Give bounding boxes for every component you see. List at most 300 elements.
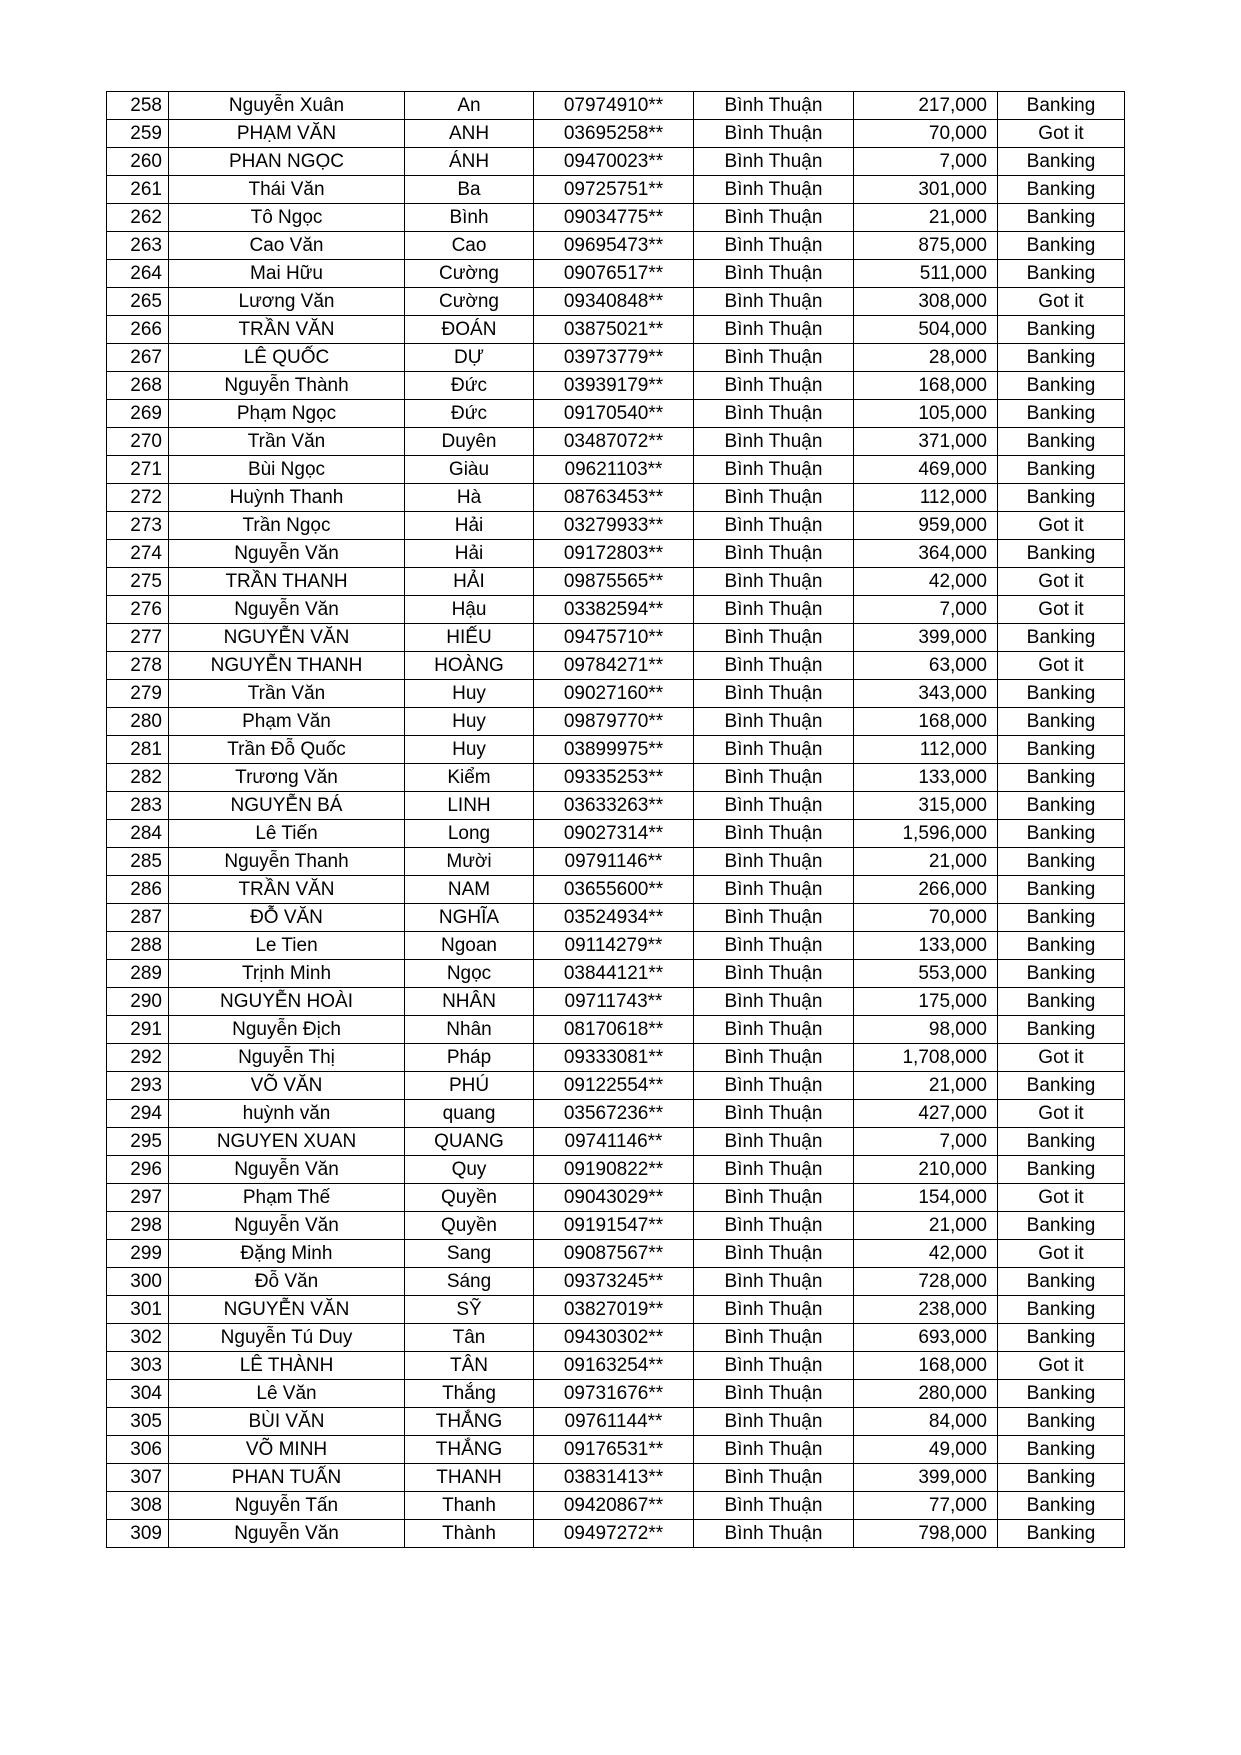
payment-method-cell: Banking	[998, 400, 1125, 428]
province-cell: Bình Thuận	[694, 372, 854, 400]
row-number-cell: 258	[107, 92, 169, 120]
first-name-cell: Sang	[405, 1240, 534, 1268]
last-name-cell: huỳnh văn	[169, 1100, 405, 1128]
last-name-cell: Trần Văn	[169, 428, 405, 456]
row-number-cell: 270	[107, 428, 169, 456]
row-number-cell: 284	[107, 820, 169, 848]
phone-cell: 09731676**	[534, 1380, 694, 1408]
last-name-cell: Nguyễn Văn	[169, 596, 405, 624]
payment-method-cell: Got it	[998, 1044, 1125, 1072]
last-name-cell: NGUYỄN VĂN	[169, 624, 405, 652]
last-name-cell: VÕ MINH	[169, 1436, 405, 1464]
table-row	[107, 1128, 1125, 1156]
last-name-cell: NGUYEN XUAN	[169, 1128, 405, 1156]
province-cell: Bình Thuận	[694, 736, 854, 764]
amount-cell: 728,000	[854, 1268, 998, 1296]
province-cell: Bình Thuận	[694, 988, 854, 1016]
payment-method-cell: Got it	[998, 1240, 1125, 1268]
payment-method-cell: Banking	[998, 1212, 1125, 1240]
province-cell: Bình Thuận	[694, 1184, 854, 1212]
table-row	[107, 876, 1125, 904]
first-name-cell: Thành	[405, 1520, 534, 1548]
row-number-cell: 293	[107, 1072, 169, 1100]
row-number-cell: 291	[107, 1016, 169, 1044]
amount-cell: 959,000	[854, 512, 998, 540]
province-cell: Bình Thuận	[694, 1128, 854, 1156]
phone-cell: 03524934**	[534, 904, 694, 932]
first-name-cell: HẢI	[405, 568, 534, 596]
first-name-cell: PHÚ	[405, 1072, 534, 1100]
amount-cell: 7,000	[854, 148, 998, 176]
row-number-cell: 276	[107, 596, 169, 624]
first-name-cell: Kiểm	[405, 764, 534, 792]
phone-cell: 09176531**	[534, 1436, 694, 1464]
row-number-cell: 268	[107, 372, 169, 400]
phone-cell: 08763453**	[534, 484, 694, 512]
payment-method-cell: Got it	[998, 1352, 1125, 1380]
last-name-cell: NGUYỄN BÁ	[169, 792, 405, 820]
table-row	[107, 1268, 1125, 1296]
phone-cell: 03655600**	[534, 876, 694, 904]
last-name-cell: Phạm Văn	[169, 708, 405, 736]
phone-cell: 03844121**	[534, 960, 694, 988]
table-row	[107, 120, 1125, 148]
last-name-cell: Trần Đỗ Quốc	[169, 736, 405, 764]
last-name-cell: Lê Tiến	[169, 820, 405, 848]
phone-cell: 09076517**	[534, 260, 694, 288]
province-cell: Bình Thuận	[694, 904, 854, 932]
table-row	[107, 428, 1125, 456]
phone-cell: 03695258**	[534, 120, 694, 148]
first-name-cell: Ngọc	[405, 960, 534, 988]
last-name-cell: PHẠM VĂN	[169, 120, 405, 148]
province-cell: Bình Thuận	[694, 1072, 854, 1100]
table-row	[107, 960, 1125, 988]
first-name-cell: Ngoan	[405, 932, 534, 960]
row-number-cell: 259	[107, 120, 169, 148]
province-cell: Bình Thuận	[694, 344, 854, 372]
payment-method-cell: Banking	[998, 148, 1125, 176]
phone-cell: 09695473**	[534, 232, 694, 260]
first-name-cell: Huy	[405, 708, 534, 736]
amount-cell: 168,000	[854, 708, 998, 736]
payment-method-cell: Banking	[998, 1128, 1125, 1156]
row-number-cell: 292	[107, 1044, 169, 1072]
last-name-cell: NGUYỄN HOÀI	[169, 988, 405, 1016]
payment-method-cell: Banking	[998, 680, 1125, 708]
first-name-cell: THẮNG	[405, 1408, 534, 1436]
last-name-cell: NGUYỄN VĂN	[169, 1296, 405, 1324]
phone-cell: 09027314**	[534, 820, 694, 848]
table-row	[107, 344, 1125, 372]
table-row	[107, 1240, 1125, 1268]
amount-cell: 217,000	[854, 92, 998, 120]
amount-cell: 693,000	[854, 1324, 998, 1352]
table-row	[107, 1492, 1125, 1520]
first-name-cell: Hậu	[405, 596, 534, 624]
province-cell: Bình Thuận	[694, 960, 854, 988]
payment-method-cell: Banking	[998, 1016, 1125, 1044]
first-name-cell: THANH	[405, 1464, 534, 1492]
amount-cell: 49,000	[854, 1436, 998, 1464]
amount-cell: 21,000	[854, 848, 998, 876]
amount-cell: 308,000	[854, 288, 998, 316]
province-cell: Bình Thuận	[694, 428, 854, 456]
last-name-cell: Nguyễn Thị	[169, 1044, 405, 1072]
province-cell: Bình Thuận	[694, 260, 854, 288]
payment-method-cell: Banking	[998, 232, 1125, 260]
table-row	[107, 1436, 1125, 1464]
province-cell: Bình Thuận	[694, 1352, 854, 1380]
table-row	[107, 456, 1125, 484]
phone-cell: 03939179**	[534, 372, 694, 400]
phone-cell: 07974910**	[534, 92, 694, 120]
row-number-cell: 264	[107, 260, 169, 288]
row-number-cell: 272	[107, 484, 169, 512]
first-name-cell: QUANG	[405, 1128, 534, 1156]
table-row	[107, 1408, 1125, 1436]
amount-cell: 84,000	[854, 1408, 998, 1436]
amount-cell: 168,000	[854, 1352, 998, 1380]
province-cell: Bình Thuận	[694, 92, 854, 120]
payment-method-cell: Banking	[998, 372, 1125, 400]
phone-cell: 09621103**	[534, 456, 694, 484]
row-number-cell: 298	[107, 1212, 169, 1240]
phone-cell: 03875021**	[534, 316, 694, 344]
first-name-cell: SỸ	[405, 1296, 534, 1324]
table-row	[107, 596, 1125, 624]
province-cell: Bình Thuận	[694, 484, 854, 512]
table-row	[107, 1044, 1125, 1072]
first-name-cell: ÁNH	[405, 148, 534, 176]
row-number-cell: 266	[107, 316, 169, 344]
payment-method-cell: Got it	[998, 288, 1125, 316]
phone-cell: 03567236**	[534, 1100, 694, 1128]
phone-cell: 09340848**	[534, 288, 694, 316]
amount-cell: 343,000	[854, 680, 998, 708]
amount-cell: 175,000	[854, 988, 998, 1016]
payment-method-cell: Banking	[998, 1324, 1125, 1352]
table-row	[107, 148, 1125, 176]
row-number-cell: 303	[107, 1352, 169, 1380]
phone-cell: 03487072**	[534, 428, 694, 456]
province-cell: Bình Thuận	[694, 568, 854, 596]
last-name-cell: Nguyễn Văn	[169, 1212, 405, 1240]
row-number-cell: 290	[107, 988, 169, 1016]
row-number-cell: 280	[107, 708, 169, 736]
province-cell: Bình Thuận	[694, 1240, 854, 1268]
phone-cell: 09741146**	[534, 1128, 694, 1156]
row-number-cell: 281	[107, 736, 169, 764]
row-number-cell: 289	[107, 960, 169, 988]
province-cell: Bình Thuận	[694, 1464, 854, 1492]
amount-cell: 798,000	[854, 1520, 998, 1548]
table-row	[107, 232, 1125, 260]
payment-method-cell: Banking	[998, 1268, 1125, 1296]
last-name-cell: BÙI VĂN	[169, 1408, 405, 1436]
payment-method-cell: Banking	[998, 876, 1125, 904]
last-name-cell: Bùi Ngọc	[169, 456, 405, 484]
phone-cell: 09761144**	[534, 1408, 694, 1436]
amount-cell: 70,000	[854, 904, 998, 932]
first-name-cell: Mười	[405, 848, 534, 876]
province-cell: Bình Thuận	[694, 540, 854, 568]
province-cell: Bình Thuận	[694, 1436, 854, 1464]
province-cell: Bình Thuận	[694, 680, 854, 708]
amount-cell: 280,000	[854, 1380, 998, 1408]
province-cell: Bình Thuận	[694, 204, 854, 232]
first-name-cell: TÂN	[405, 1352, 534, 1380]
table-row	[107, 820, 1125, 848]
province-cell: Bình Thuận	[694, 400, 854, 428]
first-name-cell: Long	[405, 820, 534, 848]
province-cell: Bình Thuận	[694, 1408, 854, 1436]
payment-method-cell: Banking	[998, 1156, 1125, 1184]
phone-cell: 09163254**	[534, 1352, 694, 1380]
last-name-cell: Đỗ Văn	[169, 1268, 405, 1296]
table-row	[107, 1464, 1125, 1492]
last-name-cell: Nguyễn Địch	[169, 1016, 405, 1044]
first-name-cell: Đức	[405, 400, 534, 428]
amount-cell: 364,000	[854, 540, 998, 568]
province-cell: Bình Thuận	[694, 652, 854, 680]
amount-cell: 371,000	[854, 428, 998, 456]
first-name-cell: HOÀNG	[405, 652, 534, 680]
phone-cell: 09172803**	[534, 540, 694, 568]
amount-cell: 77,000	[854, 1492, 998, 1520]
row-number-cell: 273	[107, 512, 169, 540]
row-number-cell: 267	[107, 344, 169, 372]
payment-method-cell: Banking	[998, 624, 1125, 652]
first-name-cell: Duyên	[405, 428, 534, 456]
table-row	[107, 848, 1125, 876]
row-number-cell: 282	[107, 764, 169, 792]
first-name-cell: Hải	[405, 512, 534, 540]
province-cell: Bình Thuận	[694, 288, 854, 316]
row-number-cell: 279	[107, 680, 169, 708]
first-name-cell: Tân	[405, 1324, 534, 1352]
province-cell: Bình Thuận	[694, 148, 854, 176]
last-name-cell: Phạm Thế	[169, 1184, 405, 1212]
last-name-cell: PHAN NGỌC	[169, 148, 405, 176]
amount-cell: 504,000	[854, 316, 998, 344]
row-number-cell: 309	[107, 1520, 169, 1548]
province-cell: Bình Thuận	[694, 1100, 854, 1128]
phone-cell: 09034775**	[534, 204, 694, 232]
amount-cell: 42,000	[854, 568, 998, 596]
table-row	[107, 540, 1125, 568]
phone-cell: 08170618**	[534, 1016, 694, 1044]
payment-method-cell: Got it	[998, 1184, 1125, 1212]
province-cell: Bình Thuận	[694, 820, 854, 848]
row-number-cell: 275	[107, 568, 169, 596]
payment-method-cell: Banking	[998, 848, 1125, 876]
table-row	[107, 1016, 1125, 1044]
amount-cell: 112,000	[854, 736, 998, 764]
row-number-cell: 287	[107, 904, 169, 932]
payment-method-cell: Got it	[998, 596, 1125, 624]
table-row	[107, 1100, 1125, 1128]
payment-method-cell: Banking	[998, 820, 1125, 848]
payment-method-cell: Banking	[998, 960, 1125, 988]
last-name-cell: Nguyễn Tú Duy	[169, 1324, 405, 1352]
phone-cell: 09497272**	[534, 1520, 694, 1548]
row-number-cell: 300	[107, 1268, 169, 1296]
payment-method-cell: Banking	[998, 176, 1125, 204]
first-name-cell: Bình	[405, 204, 534, 232]
table-row	[107, 568, 1125, 596]
first-name-cell: Hải	[405, 540, 534, 568]
payment-method-cell: Got it	[998, 652, 1125, 680]
last-name-cell: Nguyễn Tấn	[169, 1492, 405, 1520]
phone-cell: 09114279**	[534, 932, 694, 960]
row-number-cell: 306	[107, 1436, 169, 1464]
table-row	[107, 1072, 1125, 1100]
last-name-cell: ĐỖ VĂN	[169, 904, 405, 932]
table-row	[107, 736, 1125, 764]
payment-method-cell: Banking	[998, 316, 1125, 344]
last-name-cell: Mai Hữu	[169, 260, 405, 288]
province-cell: Bình Thuận	[694, 1016, 854, 1044]
last-name-cell: Nguyễn Văn	[169, 540, 405, 568]
first-name-cell: Thắng	[405, 1380, 534, 1408]
row-number-cell: 285	[107, 848, 169, 876]
table-row	[107, 484, 1125, 512]
table-row	[107, 764, 1125, 792]
payment-method-cell: Banking	[998, 792, 1125, 820]
province-cell: Bình Thuận	[694, 764, 854, 792]
phone-cell: 09335253**	[534, 764, 694, 792]
table-row	[107, 904, 1125, 932]
phone-cell: 09333081**	[534, 1044, 694, 1072]
phone-cell: 09875565**	[534, 568, 694, 596]
row-number-cell: 261	[107, 176, 169, 204]
phone-cell: 09725751**	[534, 176, 694, 204]
amount-cell: 553,000	[854, 960, 998, 988]
payment-method-cell: Banking	[998, 456, 1125, 484]
phone-cell: 09711743**	[534, 988, 694, 1016]
phone-cell: 03279933**	[534, 512, 694, 540]
table-row	[107, 792, 1125, 820]
first-name-cell: An	[405, 92, 534, 120]
amount-cell: 301,000	[854, 176, 998, 204]
first-name-cell: NHÂN	[405, 988, 534, 1016]
table-row	[107, 708, 1125, 736]
province-cell: Bình Thuận	[694, 792, 854, 820]
province-cell: Bình Thuận	[694, 596, 854, 624]
phone-cell: 09475710**	[534, 624, 694, 652]
amount-cell: 154,000	[854, 1184, 998, 1212]
province-cell: Bình Thuận	[694, 1212, 854, 1240]
phone-cell: 09470023**	[534, 148, 694, 176]
amount-cell: 21,000	[854, 204, 998, 232]
first-name-cell: NGHĨA	[405, 904, 534, 932]
amount-cell: 133,000	[854, 764, 998, 792]
last-name-cell: Tô Ngọc	[169, 204, 405, 232]
amount-cell: 399,000	[854, 1464, 998, 1492]
row-number-cell: 301	[107, 1296, 169, 1324]
payment-method-cell: Banking	[998, 1464, 1125, 1492]
row-number-cell: 307	[107, 1464, 169, 1492]
table-row	[107, 624, 1125, 652]
table-row	[107, 92, 1125, 120]
last-name-cell: Le Tien	[169, 932, 405, 960]
amount-cell: 21,000	[854, 1072, 998, 1100]
table-row	[107, 176, 1125, 204]
first-name-cell: Huy	[405, 736, 534, 764]
phone-cell: 09784271**	[534, 652, 694, 680]
table-row	[107, 680, 1125, 708]
province-cell: Bình Thuận	[694, 1268, 854, 1296]
last-name-cell: Nguyễn Xuân	[169, 92, 405, 120]
amount-cell: 70,000	[854, 120, 998, 148]
first-name-cell: Pháp	[405, 1044, 534, 1072]
last-name-cell: Đặng Minh	[169, 1240, 405, 1268]
last-name-cell: Huỳnh Thanh	[169, 484, 405, 512]
phone-cell: 09190822**	[534, 1156, 694, 1184]
first-name-cell: Hà	[405, 484, 534, 512]
province-cell: Bình Thuận	[694, 456, 854, 484]
table-row	[107, 1380, 1125, 1408]
row-number-cell: 286	[107, 876, 169, 904]
first-name-cell: Cường	[405, 260, 534, 288]
amount-cell: 98,000	[854, 1016, 998, 1044]
table-row	[107, 400, 1125, 428]
amount-cell: 511,000	[854, 260, 998, 288]
amount-cell: 266,000	[854, 876, 998, 904]
row-number-cell: 263	[107, 232, 169, 260]
phone-cell: 09430302**	[534, 1324, 694, 1352]
table-row	[107, 1296, 1125, 1324]
table-row	[107, 204, 1125, 232]
first-name-cell: Sáng	[405, 1268, 534, 1296]
first-name-cell: Ba	[405, 176, 534, 204]
table-row	[107, 1520, 1125, 1548]
last-name-cell: TRẦN VĂN	[169, 316, 405, 344]
table-body	[107, 92, 1125, 1548]
payment-method-cell: Banking	[998, 904, 1125, 932]
table-row	[107, 288, 1125, 316]
table-row	[107, 1212, 1125, 1240]
amount-cell: 133,000	[854, 932, 998, 960]
amount-cell: 105,000	[854, 400, 998, 428]
phone-cell: 09122554**	[534, 1072, 694, 1100]
payment-method-cell: Banking	[998, 1492, 1125, 1520]
phone-cell: 09087567**	[534, 1240, 694, 1268]
phone-cell: 03827019**	[534, 1296, 694, 1324]
row-number-cell: 308	[107, 1492, 169, 1520]
phone-cell: 09170540**	[534, 400, 694, 428]
amount-cell: 63,000	[854, 652, 998, 680]
last-name-cell: Thái Văn	[169, 176, 405, 204]
table-row	[107, 512, 1125, 540]
payment-method-cell: Banking	[998, 204, 1125, 232]
first-name-cell: HIẾU	[405, 624, 534, 652]
province-cell: Bình Thuận	[694, 1296, 854, 1324]
first-name-cell: Giàu	[405, 456, 534, 484]
last-name-cell: TRẦN VĂN	[169, 876, 405, 904]
payment-method-cell: Banking	[998, 92, 1125, 120]
payment-method-cell: Banking	[998, 428, 1125, 456]
row-number-cell: 260	[107, 148, 169, 176]
payment-method-cell: Got it	[998, 512, 1125, 540]
payment-method-cell: Banking	[998, 1520, 1125, 1548]
last-name-cell: TRẦN THANH	[169, 568, 405, 596]
row-number-cell: 288	[107, 932, 169, 960]
province-cell: Bình Thuận	[694, 1492, 854, 1520]
payment-method-cell: Banking	[998, 1436, 1125, 1464]
payment-method-cell: Banking	[998, 988, 1125, 1016]
